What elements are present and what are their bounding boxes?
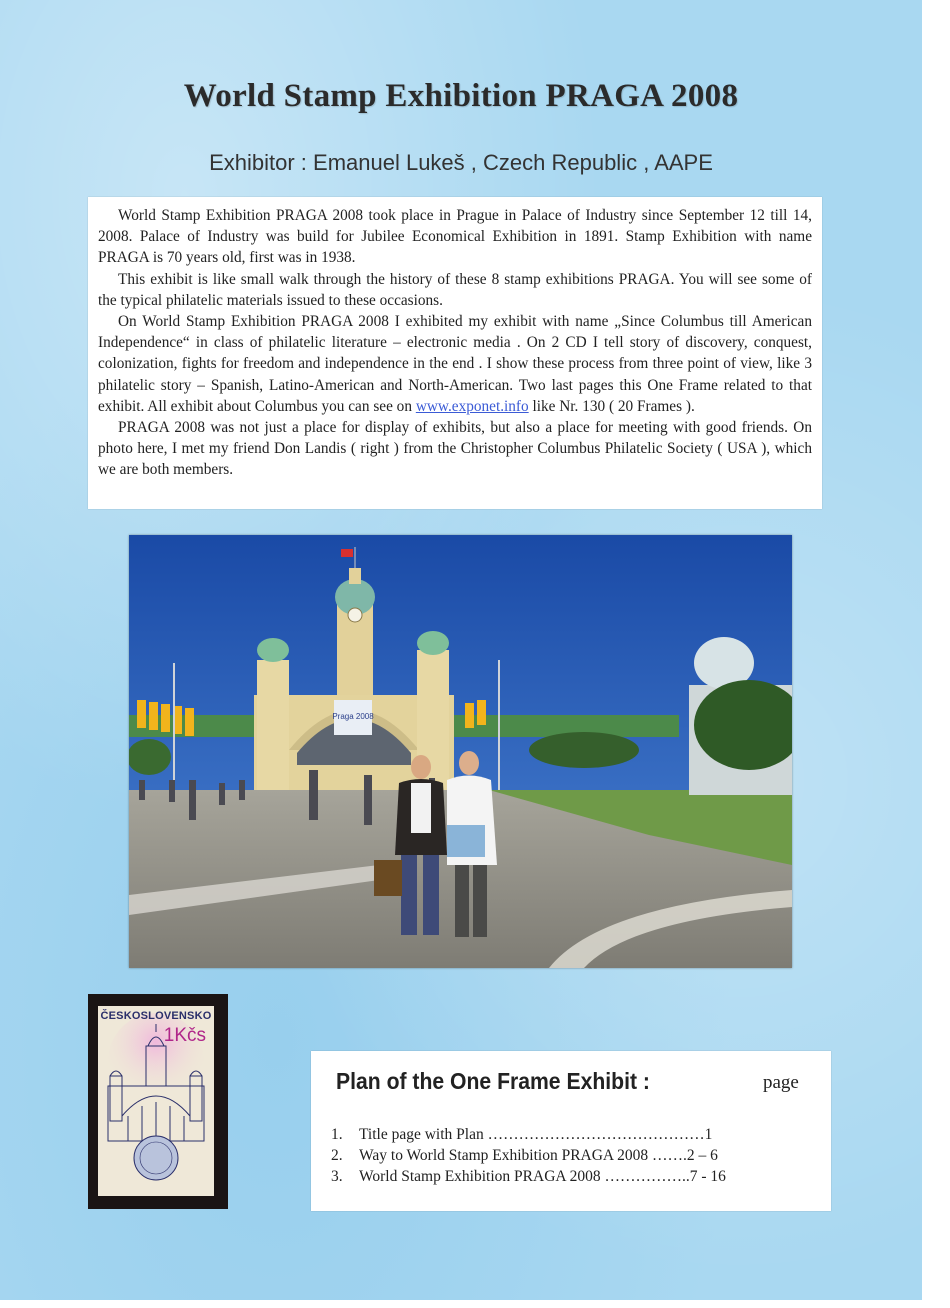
stamp-face-value: 1Kčs [163, 1025, 206, 1046]
intro-paragraph-3-text: On World Stamp Exhibition PRAGA 2008 I exhibited my exhibit with name „Since Columbus till American Independence“ in class of philatelic literature – electronic media . On 2 CD I tell story of discovery, conquest, colonization, fights for freedom and independence in the end . I show these process from three point of view, like 3 philatelic story – Spanish, Latino-American and North-American. Two last pages this One Frame related to that exhibit. All exhibit about Columbus you can see on [98, 313, 812, 415]
plan-item-number: 3. [331, 1168, 343, 1185]
exhibitor-subtitle: Exhibitor : Emanuel Lukeš , Czech Republic , AAPE [209, 150, 713, 175]
palace-of-industry-photo [129, 535, 792, 968]
plan-list [331, 1124, 726, 1187]
plan-heading: Plan of the One Frame Exhibit : [336, 1068, 650, 1094]
postage-stamp [98, 1006, 214, 1196]
plan-item [331, 1166, 726, 1187]
plan-item [331, 1145, 726, 1166]
intro-paragraph-3 [98, 311, 812, 417]
intro-paragraph-4: PRAGA 2008 was not just a place for display of exhibits, but also a place for meeting with good friends. On photo here, I met my friend Don Landis ( right ) from the Christopher Columbus Philatelic Society ( USA ), which we are both members. [98, 419, 812, 479]
plan-item-text: Title page with Plan ……………………………………1 [359, 1126, 713, 1143]
stamp-country-name: ČESKOSLOVENSKO [100, 1010, 212, 1022]
plan-box [311, 1051, 831, 1211]
intro-paragraph-2: This exhibit is like small walk through the history of these 8 stamp exhibitions PRAGA. You will see some of the typical philatelic materials issued to these occasions. [98, 270, 812, 309]
page-title: World Stamp Exhibition PRAGA 2008 [183, 78, 739, 114]
intro-paragraph-3-tail: like Nr. 130 ( 20 Frames ). [528, 397, 695, 415]
plan-page-label: page [763, 1072, 799, 1093]
plan-item-number: 1. [331, 1126, 343, 1143]
plan-item-text: Way to World Stamp Exhibition PRAGA 2008 …….2 – 6 [359, 1147, 718, 1164]
intro-text-box [88, 197, 822, 509]
plan-item-text: World Stamp Exhibition PRAGA 2008 ……………..7 - 16 [359, 1168, 726, 1185]
stamp-mount [88, 994, 228, 1209]
plan-item [331, 1124, 726, 1145]
photo-banner-text: Praga 2008 [332, 712, 374, 721]
intro-paragraph-1: World Stamp Exhibition PRAGA 2008 took place in Prague in Palace of Industry since September 12 till 14, 2008. Palace of Industry was build for Jubilee Economical Exhibition in 1891. Stamp Exhibition with name PRAGA is 70 years old, first was in 1938. [98, 207, 812, 267]
plan-item-number: 2. [331, 1147, 343, 1164]
exhibition-photo [129, 535, 792, 968]
exponet-link[interactable]: www.exponet.info [415, 397, 529, 415]
